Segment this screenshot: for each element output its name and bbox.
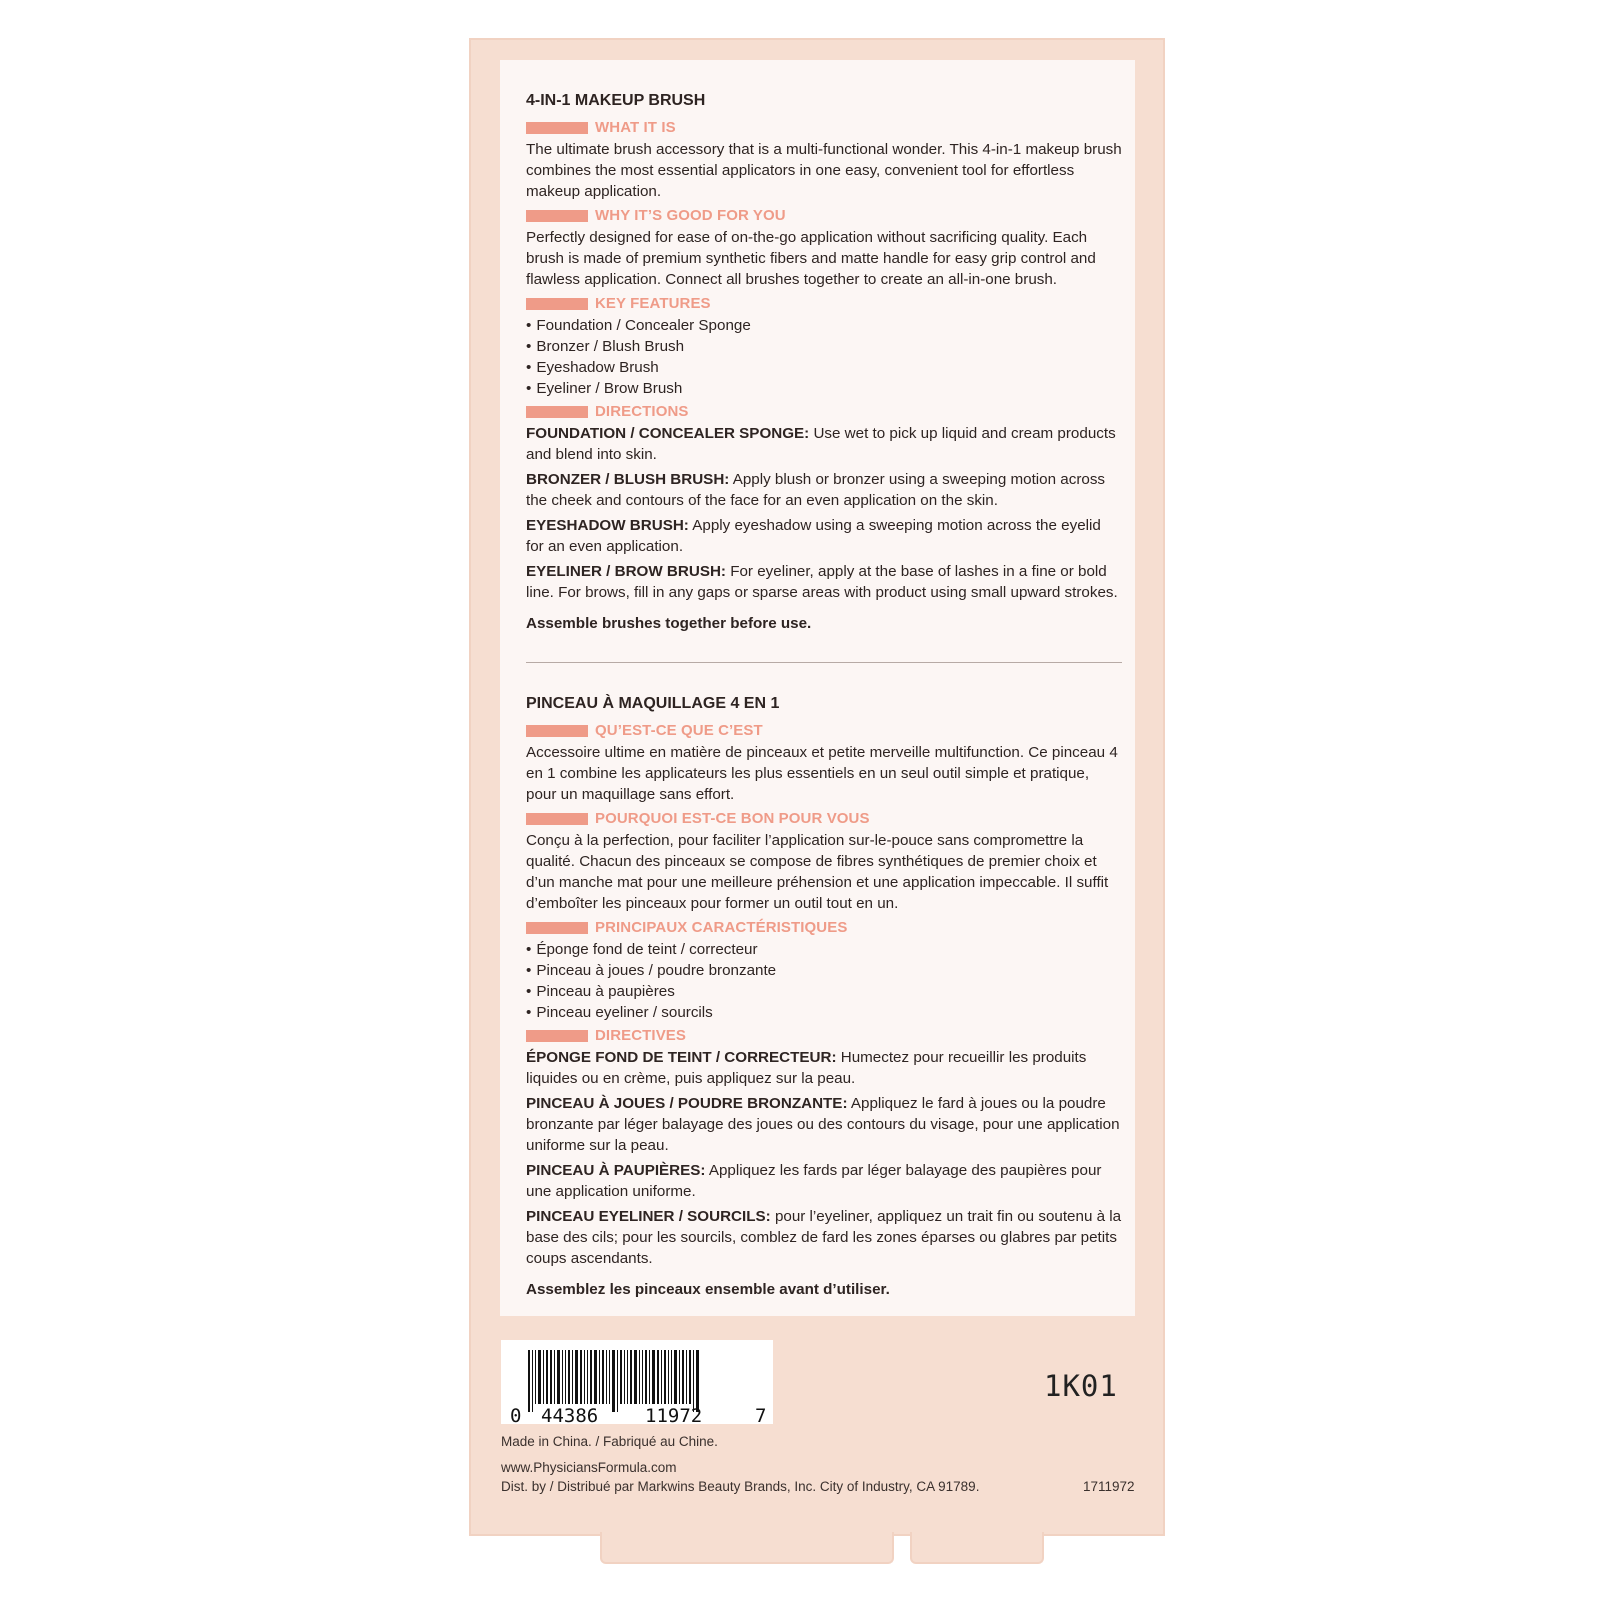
features-list-en bbox=[526, 315, 1122, 399]
barcode-stripe bbox=[575, 1350, 578, 1404]
barcode-bars bbox=[528, 1350, 701, 1408]
heading-bar bbox=[526, 210, 588, 222]
barcode-stripe bbox=[568, 1350, 570, 1404]
section-heading-directions: DIRECTIONS bbox=[526, 401, 1122, 422]
list-item: • Bronzer / Blush Brush bbox=[526, 336, 1122, 357]
barcode-stripe bbox=[532, 1350, 533, 1412]
lot-code: 1K01 bbox=[1044, 1369, 1118, 1403]
direction-item: ÉPONGE FOND DE TEINT / CORRECTEUR: Humectez pour recueillir les produits liquides ou en crème, puis appliquez sur la peau. bbox=[526, 1049, 1087, 1087]
barcode-stripe bbox=[602, 1350, 604, 1404]
barcode-stripe bbox=[543, 1350, 544, 1404]
barcode-stripe bbox=[668, 1350, 669, 1404]
direction-item: PINCEAU À PAUPIÈRES: Appliquez les fards par léger balayage des paupières pour une application uniforme. bbox=[526, 1162, 1102, 1200]
list-item: • Pinceau à joues / poudre bronzante bbox=[526, 960, 1122, 981]
direction-item: EYELINER / BROW BRUSH: For eyeliner, apply at the base of lashes in a fine or bold line. For brows, fill in any gaps or sparse areas with product using small upward strokes. bbox=[526, 563, 1118, 601]
list-item: • Éponge fond de teint / correcteur bbox=[526, 939, 1122, 960]
barcode-digit-first: 0 bbox=[510, 1405, 522, 1427]
origin-text: Made in China. / Fabriqué au Chine. bbox=[501, 1434, 718, 1449]
barcode-stripe bbox=[679, 1350, 680, 1404]
heading-bar bbox=[526, 1030, 588, 1042]
heading-bar bbox=[526, 122, 588, 134]
barcode-stripe bbox=[652, 1350, 655, 1404]
barcode-stripe bbox=[538, 1350, 541, 1404]
barcode-stripe bbox=[572, 1350, 573, 1404]
barcode-stripe bbox=[645, 1350, 647, 1404]
section-heading-what-fr: QU’EST-CE QUE C’EST bbox=[526, 720, 1122, 741]
barcode-stripe bbox=[580, 1350, 582, 1404]
why-text-en: Perfectly designed for ease of on-the-go application without sacrificing quality. Each brush is made of premium synthetic fibers and matte handle for easy grip control and flawless application. Connect all brushes together to create an all-in-one brush. bbox=[526, 229, 1096, 288]
section-heading-why-fr: POURQUOI EST-CE BON POUR VOUS bbox=[526, 808, 1122, 829]
heading-bar bbox=[526, 406, 588, 418]
barcode-stripe bbox=[535, 1350, 536, 1404]
barcode-stripe bbox=[617, 1350, 618, 1412]
barcode-digits bbox=[501, 1405, 773, 1425]
barcode-stripe bbox=[590, 1350, 592, 1404]
what-text-en: The ultimate brush accessory that is a multi-functional wonder. This 4-in-1 makeup brush combines the most essential applicators in one easy, convenient tool for effortless makeup application. bbox=[526, 141, 1122, 200]
barcode-stripe bbox=[664, 1350, 666, 1404]
barcode-stripe bbox=[565, 1350, 566, 1404]
barcode-stripe bbox=[639, 1350, 640, 1404]
barcode-stripe bbox=[620, 1350, 622, 1404]
item-number: 1711972 bbox=[1083, 1479, 1135, 1494]
assemble-note-fr: Assemblez les pinceaux ensemble avant d’utiliser. bbox=[526, 1281, 890, 1298]
features-list-fr bbox=[526, 939, 1122, 1023]
website-text: www.PhysiciansFormula.com bbox=[501, 1460, 677, 1475]
barcode-stripe bbox=[546, 1350, 548, 1404]
barcode-stripe bbox=[696, 1350, 699, 1412]
barcode-digit-group-right: 11972 bbox=[645, 1405, 703, 1427]
barcode-stripe bbox=[584, 1350, 585, 1404]
barcode bbox=[501, 1340, 773, 1427]
product-title-fr: PINCEAU À MAQUILLAGE 4 EN 1 bbox=[526, 695, 780, 712]
distributor-text: Dist. by / Distribué par Markwins Beauty Brands, Inc. City of Industry, CA 91789. bbox=[501, 1479, 980, 1494]
barcode-stripe bbox=[630, 1350, 632, 1404]
list-item: • Eyeshadow Brush bbox=[526, 357, 1122, 378]
barcode-digit-group-left: 44386 bbox=[541, 1405, 599, 1427]
barcode-stripe bbox=[587, 1350, 588, 1404]
barcode-stripe bbox=[686, 1350, 687, 1404]
heading-bar bbox=[526, 725, 588, 737]
barcode-stripe bbox=[612, 1350, 615, 1412]
package-flap-left bbox=[600, 1532, 894, 1564]
barcode-stripe bbox=[550, 1350, 552, 1404]
product-info bbox=[526, 90, 1122, 1300]
list-item: • Pinceau eyeliner / sourcils bbox=[526, 1002, 1122, 1023]
section-divider bbox=[526, 662, 1122, 663]
barcode-stripe bbox=[657, 1350, 659, 1404]
list-item: • Pinceau à paupières bbox=[526, 981, 1122, 1002]
assemble-note-en: Assemble brushes together before use. bbox=[526, 615, 812, 632]
barcode-stripe bbox=[606, 1350, 607, 1404]
barcode-stripe bbox=[528, 1350, 530, 1412]
what-text-fr: Accessoire ultime en matière de pinceaux et petite merveille multifunction. Ce pinceau 4 en 1 combine les applicateurs les plus essentiels en un seul outil simple et pratique, pour un maquillage sans effort. bbox=[526, 744, 1118, 803]
barcode-stripe bbox=[642, 1350, 643, 1404]
barcode-stripe bbox=[594, 1350, 597, 1404]
barcode-stripe bbox=[554, 1350, 555, 1404]
barcode-stripe bbox=[624, 1350, 625, 1404]
heading-bar bbox=[526, 813, 588, 825]
barcode-stripe bbox=[634, 1350, 637, 1404]
direction-item: EYESHADOW BRUSH: Apply eyeshadow using a sweeping motion across the eyelid for an even application. bbox=[526, 517, 1101, 555]
barcode-stripe bbox=[671, 1350, 672, 1404]
list-item: • Foundation / Concealer Sponge bbox=[526, 315, 1122, 336]
why-text-fr: Conçu à la perfection, pour faciliter l’application sur-le-pouce sans compromettre la qualité. Chacun des pinceaux se compose de fibres synthétiques de premier choix et d’un manche mat pour une meilleure préhension et une application impeccable. Il suffit d’emboîter les pinceaux pour former un outil tout en un. bbox=[526, 832, 1109, 912]
barcode-stripe bbox=[562, 1350, 563, 1404]
heading-bar bbox=[526, 298, 588, 310]
barcode-stripe bbox=[649, 1350, 650, 1404]
direction-item: BRONZER / BLUSH BRUSH: Apply blush or bronzer using a sweeping motion across the cheek and contours of the face for an even application on the skin. bbox=[526, 471, 1106, 509]
list-item: • Eyeliner / Brow Brush bbox=[526, 378, 1122, 399]
section-heading-what: WHAT IT IS bbox=[526, 117, 1122, 138]
barcode-stripe bbox=[682, 1350, 684, 1404]
section-heading-directions-fr: DIRECTIVES bbox=[526, 1025, 1122, 1046]
barcode-stripe bbox=[609, 1350, 610, 1404]
section-heading-features: KEY FEATURES bbox=[526, 293, 1122, 314]
direction-item: PINCEAU À JOUES / POUDRE BRONZANTE: Appliquez le fard à joues ou la poudre bronzante par léger balayage des joues ou des contours du visage, pour une application uniforme sur la peau. bbox=[526, 1095, 1120, 1154]
direction-item: PINCEAU EYELINER / SOURCILS: pour l’eyeliner, appliquez un trait fin ou soutenu à la base des cils; pour les sourcils, comblez de fard les zones éparses ou glabres par petits coups ascendants. bbox=[526, 1208, 1122, 1267]
barcode-stripe bbox=[689, 1350, 691, 1404]
section-heading-why: WHY IT’S GOOD FOR YOU bbox=[526, 205, 1122, 226]
barcode-stripe bbox=[557, 1350, 560, 1404]
barcode-stripe bbox=[693, 1350, 694, 1412]
heading-bar bbox=[526, 922, 588, 934]
direction-item: FOUNDATION / CONCEALER SPONGE: Use wet to pick up liquid and cream products and blend into skin. bbox=[526, 425, 1116, 463]
barcode-digit-last: 7 bbox=[755, 1405, 767, 1427]
barcode-stripe bbox=[674, 1350, 677, 1404]
section-heading-features-fr: PRINCIPAUX CARACTÉRISTIQUES bbox=[526, 917, 1122, 938]
barcode-stripe bbox=[627, 1350, 628, 1404]
package-flap-right bbox=[910, 1532, 1044, 1564]
barcode-stripe bbox=[599, 1350, 600, 1404]
barcode-stripe bbox=[661, 1350, 662, 1404]
product-title-en: 4-IN-1 MAKEUP BRUSH bbox=[526, 92, 706, 109]
